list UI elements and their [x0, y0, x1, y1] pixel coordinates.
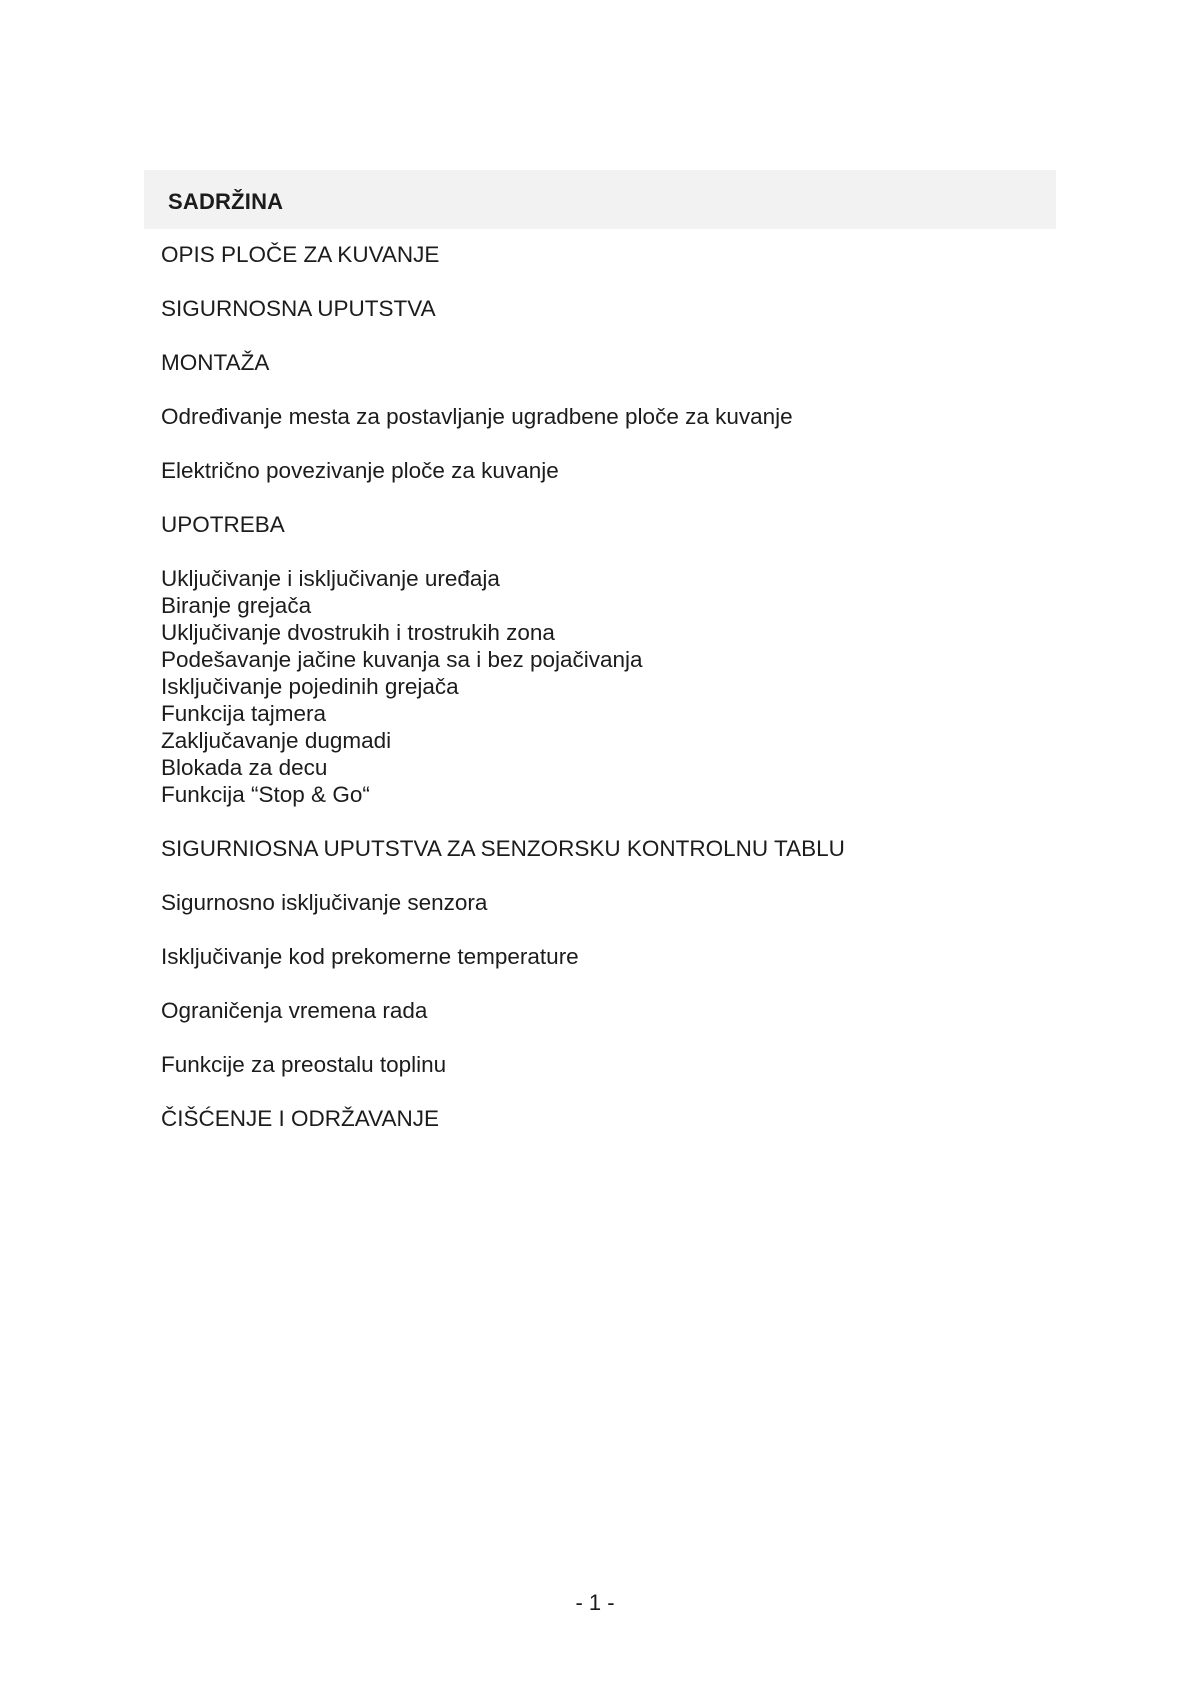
toc-item-funkcija-tajmera: Funkcija tajmera	[161, 701, 327, 726]
contents-title: SADRŽINA	[168, 189, 284, 214]
toc-item-ukljucivanje-uredjaja: Uključivanje i isključivanje uređaja	[161, 566, 500, 591]
toc-item-opis-ploce: OPIS PLOČE ZA KUVANJE	[161, 242, 440, 267]
toc-item-montaza: MONTAŽA	[161, 350, 270, 375]
toc-item-prekomerna-temperatura: Isključivanje kod prekomerne temperature	[161, 944, 579, 969]
page-number: - 1 -	[575, 1590, 615, 1615]
toc-item-dvostruke-zone: Uključivanje dvostrukih i trostrukih zona	[161, 620, 555, 645]
contents-header-bar	[144, 170, 1056, 229]
toc-item-stop-and-go: Funkcija “Stop & Go“	[161, 782, 370, 807]
toc-item-blokada-za-decu: Blokada za decu	[161, 755, 328, 780]
toc-item-biranje-grejaca: Biranje grejača	[161, 593, 312, 618]
toc-item-odredjivanje-mesta: Određivanje mesta za postavljanje ugradbene ploče za kuvanje	[161, 404, 793, 429]
toc-item-sigurnosno-iskljucivanje: Sigurnosno isključivanje senzora	[161, 890, 488, 915]
toc-item-upotreba: UPOTREBA	[161, 512, 285, 537]
table-of-contents	[161, 241, 1041, 1132]
toc-item-podesavanje-jacine: Podešavanje jačine kuvanja sa i bez pojačivanja	[161, 647, 643, 672]
toc-item-preostala-toplina: Funkcije za preostalu toplinu	[161, 1052, 447, 1077]
toc-item-elektricno-povezivanje: Električno povezivanje ploče za kuvanje	[161, 458, 559, 483]
toc-item-ciscenje-odrzavanje: ČIŠĆENJE I ODRŽAVANJE	[161, 1106, 439, 1131]
toc-item-sigurnosna-uputstva: SIGURNOSNA UPUTSTVA	[161, 296, 436, 321]
toc-item-ogranicenja-vremena: Ograničenja vremena rada	[161, 998, 428, 1023]
toc-item-senzorska-tabla: SIGURNIOSNA UPUTSTVA ZA SENZORSKU KONTROLNU TABLU	[161, 836, 845, 861]
toc-item-iskljucivanje-grejaca: Isključivanje pojedinih grejača	[161, 674, 459, 699]
toc-item-zakljucavanje-dugmadi: Zaključavanje dugmadi	[161, 728, 392, 753]
